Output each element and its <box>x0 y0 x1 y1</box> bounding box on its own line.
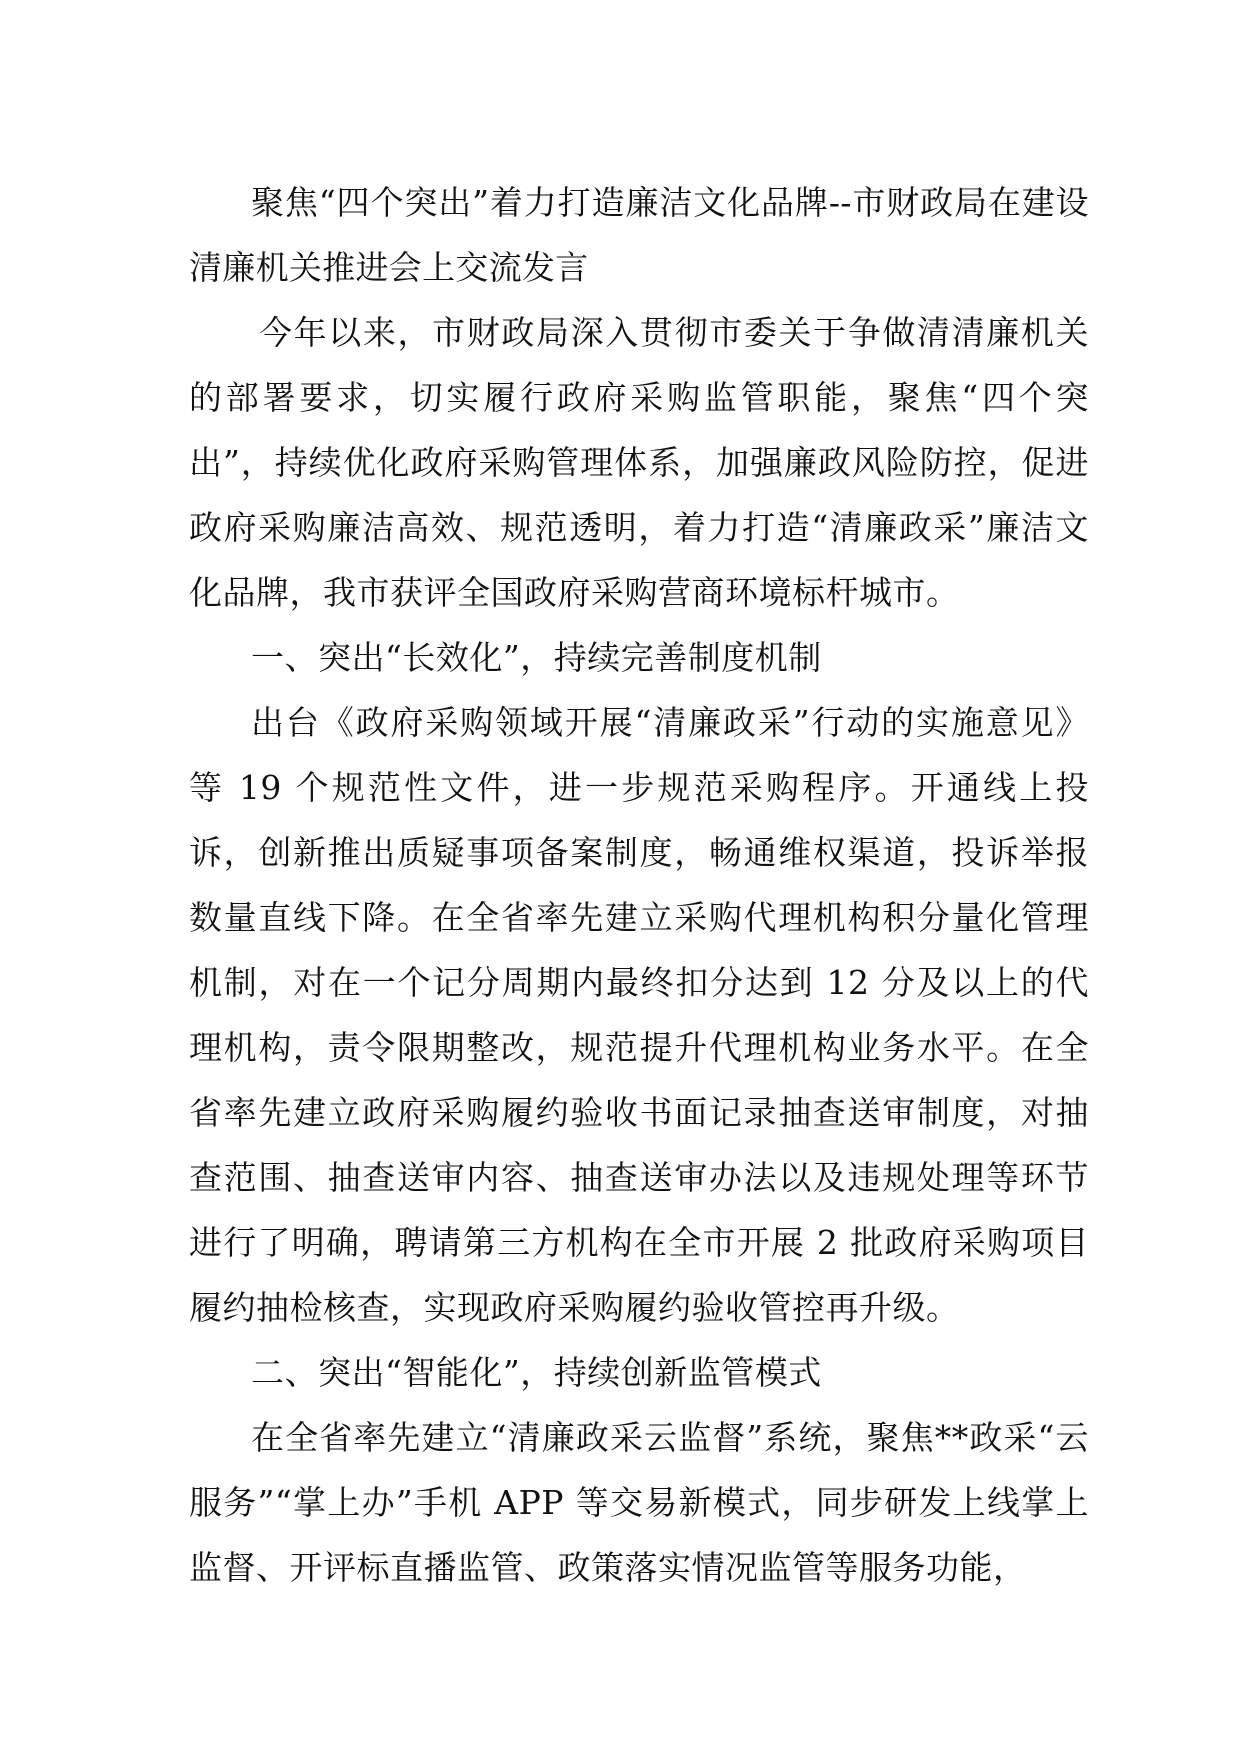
section-heading-2: 二、突出“智能化”，持续创新监管模式 <box>251 1353 822 1392</box>
section-heading-1: 一、突出“长效化”，持续完善制度机制 <box>251 638 822 677</box>
paragraph-section-2: 在全省率先建立“清廉政采云监督”系统，聚焦**政采“云服务”“掌上办”手机 APP 等交易新模式，同步研发上线掌上监督、开评标直播监管、政策落实情况监管等服务功能， <box>189 1418 1089 1587</box>
paragraph-intro: 今年以来，市财政局深入贯彻市委关于争做清清廉机关的部署要求，切实履行政府采购监管职能，聚焦“四个突出”，持续优化政府采购管理体系，加强廉政风险防控，促进政府采购廉洁高效、规范透明，着力打造“清廉政采”廉洁文化品牌，我市获评全国政府采购营商环境标杆城市。 <box>189 313 1089 612</box>
paragraph-section-1: 出台《政府采购领域开展“清廉政采”行动的实施意见》等 19 个规范性文件，进一步规范采购程序。开通线上投诉，创新推出质疑事项备案制度，畅通维权渠道，投诉举报数量直线下降。在全省率先建立采购代理机构积分量化管理机制，对在一个记分周期内最终扣分达到 12 分及以上的代理机构，责令限期整改，规范提升代理机构业务水平。在全省率先建立政府采购履约验收书面记录抽查送审制度，对抽查范围、抽查送审内容、抽查送审办法以及违规处理等环节进行了明确，聘请第三方机构在全市开展 2 批政府采购项目履约抽检核查，实现政府采购履约验收管控再升级。 <box>189 703 1089 1327</box>
document-title: 聚焦“四个突出”着力打造廉洁文化品牌--市财政局在建设清廉机关推进会上交流发言 <box>189 183 1089 287</box>
document-body <box>189 170 1089 1600</box>
